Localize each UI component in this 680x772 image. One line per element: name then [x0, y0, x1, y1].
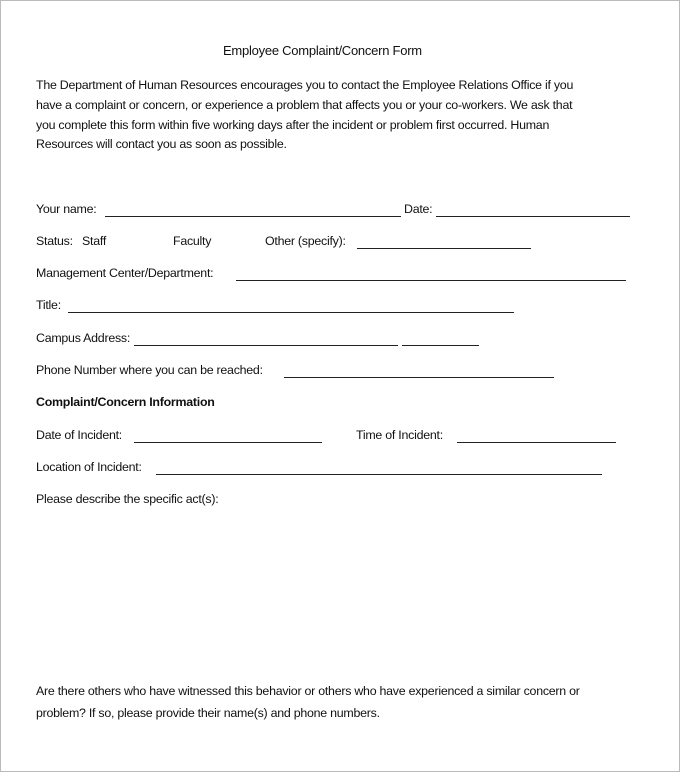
witnesses-line: Are there others who have witnessed this behavior or others who have experienced a similar concern or: [36, 684, 580, 698]
incident-date-label: Date of Incident:: [36, 428, 122, 442]
campus-label: Campus Address:: [36, 331, 131, 345]
phone-field[interactable]: [284, 362, 554, 378]
intro-line: Resources will contact you as soon as possible.: [36, 137, 287, 151]
incident-location-label: Location of Incident:: [36, 460, 142, 474]
status-option-faculty[interactable]: Faculty: [173, 234, 212, 248]
campus-address-field-2[interactable]: [402, 330, 479, 346]
job-title-label: Title:: [36, 298, 61, 312]
incident-date-field[interactable]: [134, 427, 322, 443]
department-field[interactable]: [236, 265, 626, 281]
incident-time-label: Time of Incident:: [356, 428, 443, 442]
department-label: Management Center/Department:: [36, 266, 214, 280]
campus-address-field[interactable]: [134, 330, 398, 346]
intro-line: have a complaint or concern, or experience a problem that affects you or your co-workers. We ask that: [36, 98, 573, 112]
phone-label: Phone Number where you can be reached:: [36, 363, 263, 377]
name-label: Your name:: [36, 202, 97, 216]
date-field[interactable]: [436, 201, 630, 217]
incident-location-field[interactable]: [156, 459, 602, 475]
status-label: Status:: [36, 234, 73, 248]
describe-label: Please describe the specific act(s):: [36, 492, 219, 506]
form-title: Employee Complaint/Concern Form: [223, 43, 422, 58]
intro-line: you complete this form within five working days after the incident or problem first occurred. Human: [36, 118, 550, 132]
intro-line: The Department of Human Resources encourages you to contact the Employee Relations Office if you: [36, 78, 574, 92]
other-status-field[interactable]: [357, 233, 531, 249]
incident-time-field[interactable]: [457, 427, 616, 443]
name-field[interactable]: [105, 201, 401, 217]
describe-area[interactable]: [36, 511, 636, 671]
date-label: Date:: [404, 202, 433, 216]
status-option-staff[interactable]: Staff: [82, 234, 107, 248]
section-heading: Complaint/Concern Information: [36, 395, 215, 409]
job-title-field[interactable]: [68, 297, 514, 313]
status-option-other: Other (specify):: [265, 234, 346, 248]
witnesses-line: problem? If so, please provide their name(s) and phone numbers.: [36, 706, 380, 720]
